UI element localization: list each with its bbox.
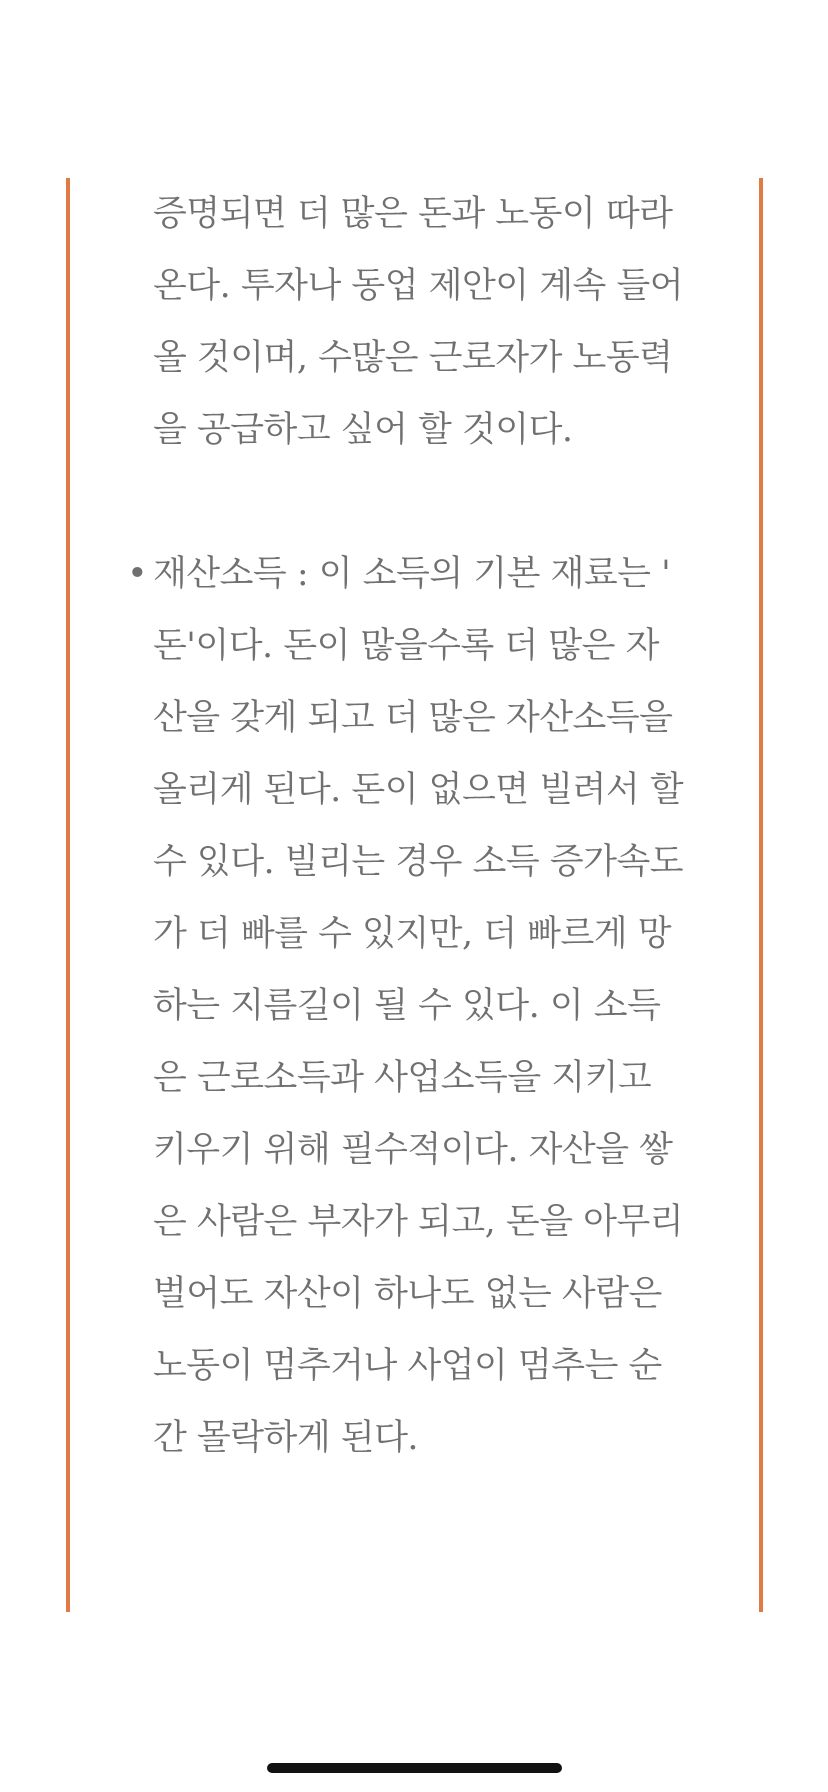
home-indicator[interactable] xyxy=(267,1763,562,1773)
bullet-marker: • xyxy=(127,554,148,594)
right-accent-rule xyxy=(759,178,763,1612)
bullet-line: 올리게 된다. 돈이 없으면 빌려서 할 xyxy=(153,770,684,810)
bullet-line: 하는 지름길이 될 수 있다. 이 소득 xyxy=(153,986,661,1026)
bullet-line: 간 몰락하게 된다. xyxy=(153,1418,419,1458)
bullet-line: 산을 갖게 되고 더 많은 자산소득을 xyxy=(153,698,673,738)
paragraph-line: 증명되면 더 많은 돈과 노동이 따라 xyxy=(153,194,673,234)
bullet-line: 키우기 위해 필수적이다. 자산을 쌓 xyxy=(153,1130,673,1170)
bullet-item-property-income xyxy=(127,538,713,1474)
left-accent-rule xyxy=(66,178,70,1612)
bullet-line: 돈'이다. 돈이 많을수록 더 많은 자 xyxy=(153,626,659,666)
paragraph-continuation xyxy=(153,178,713,466)
article-body xyxy=(127,178,713,1474)
bullet-line: 재산소득 : 이 소득의 기본 재료는 ' xyxy=(153,554,671,594)
paragraph-line: 올 것이며, 수많은 근로자가 노동력 xyxy=(153,338,673,378)
bullet-line: 수 있다. 빌리는 경우 소득 증가속도 xyxy=(153,842,684,882)
paragraph-line: 온다. 투자나 동업 제안이 계속 들어 xyxy=(153,266,684,306)
bullet-line: 벌어도 자산이 하나도 없는 사람은 xyxy=(153,1274,662,1314)
paragraph-spacer xyxy=(153,466,713,538)
bullet-line: 은 사람은 부자가 되고, 돈을 아무리 xyxy=(153,1202,684,1242)
paragraph-line: 을 공급하고 싶어 할 것이다. xyxy=(153,410,573,450)
bullet-line: 노동이 멈추거나 사업이 멈추는 순 xyxy=(153,1346,662,1386)
bullet-line: 가 더 빠를 수 있지만, 더 빠르게 망 xyxy=(153,914,672,954)
bullet-line: 은 근로소득과 사업소득을 지키고 xyxy=(153,1058,652,1098)
